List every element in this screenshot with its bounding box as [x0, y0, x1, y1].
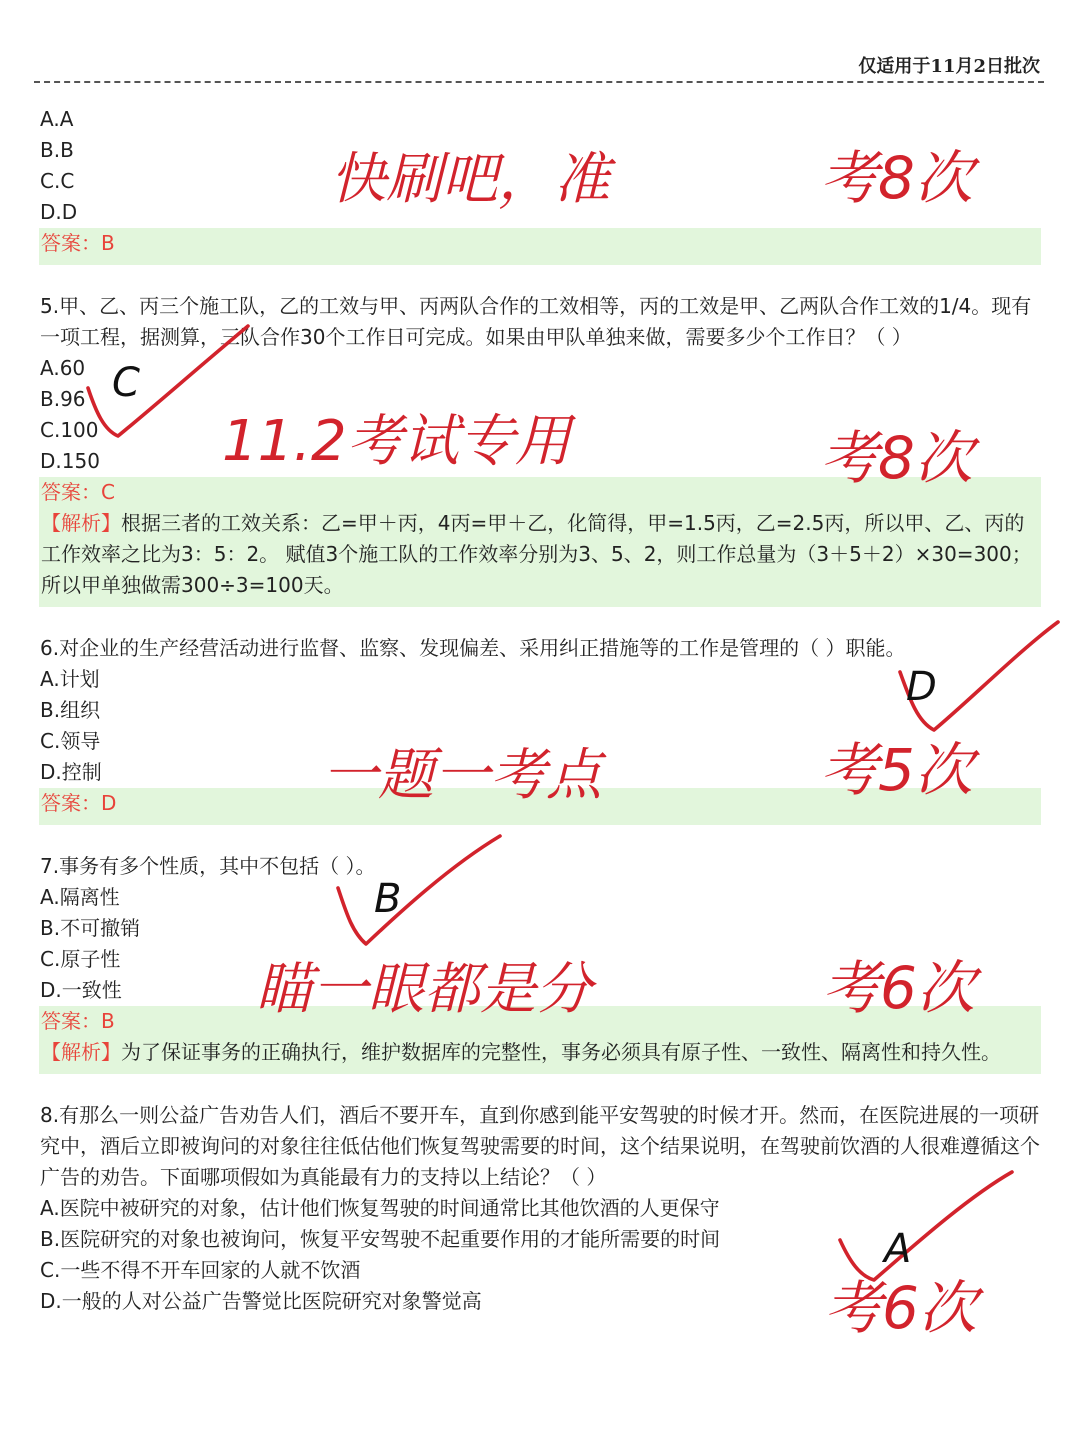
- answer-box: [39, 788, 1041, 825]
- handwritten-note: 11.2考试专用: [222, 409, 571, 474]
- option-a: A.医院中被研究的对象，估计他们恢复驾驶的时间通常比其他饮酒的人更保守: [40, 1196, 720, 1220]
- handwritten-note: 瞄一眼都是分: [256, 957, 592, 1022]
- option-a: A.隔离性: [40, 885, 120, 909]
- question-8: [40, 1100, 1042, 1317]
- option-c: C.领导: [40, 729, 101, 753]
- handwritten-count: 考8次: [820, 424, 973, 492]
- answer-text: 答案：C: [41, 480, 115, 504]
- handwritten-letter: D: [906, 664, 937, 710]
- option-d: D.一般的人对公益广告警觉比医院研究对象警觉高: [40, 1289, 482, 1313]
- option-b: B.B: [40, 138, 74, 162]
- handwritten-count: 考8次: [820, 144, 973, 212]
- handwritten-letter: C: [112, 360, 140, 406]
- question-stem: 7.事务有多个性质，其中不包括（ ）。: [40, 854, 376, 878]
- handwritten-letter: B: [374, 876, 402, 922]
- option-c: C.100: [40, 418, 99, 442]
- option-b: B.不可撤销: [40, 916, 141, 940]
- option-b: B.医院研究的对象也被询问，恢复平安驾驶不起重要作用的才能所需要的时间: [40, 1227, 721, 1251]
- option-d: D.控制: [40, 760, 102, 784]
- question-list: [40, 104, 1042, 1317]
- option-d: D.D: [40, 200, 78, 224]
- answer-box: [39, 1006, 1041, 1074]
- header-divider: [34, 81, 1044, 83]
- question-stem: 8.有那么一则公益广告劝告人们，酒后不要开车，直到你感到能平安驾驶的时候才开。然而，在医院进展的一项研究中，酒后立即被询问的对象往往低估他们恢复驾驶需要的时间，这个结果说明，在驾驶前饮酒的人很难遵循这个广告的劝告。下面哪项假如为真能最有力的支持以上结论？（ ）: [40, 1103, 1040, 1189]
- handwritten-count: 考5次: [820, 736, 973, 804]
- handwritten-letter: A: [884, 1226, 912, 1272]
- answer-text: 答案：B: [41, 231, 115, 255]
- option-c: C.原子性: [40, 947, 121, 971]
- answer-text: 答案：B: [41, 1009, 115, 1033]
- option-b: B.96: [40, 387, 86, 411]
- question-7: [40, 851, 1042, 1074]
- explanation: [41, 508, 1039, 601]
- option-a: A.60: [40, 356, 86, 380]
- option-c: C.一些不得不开车回家的人就不饮酒: [40, 1258, 361, 1282]
- option-d: D.一致性: [40, 978, 122, 1002]
- question-stem: 6.对企业的生产经营活动进行监督、监察、发现偏差、采用纠正措施等的工作是管理的（ ）职能。: [40, 636, 906, 660]
- answer-text: 答案：D: [41, 791, 117, 815]
- answer-box: [39, 477, 1041, 607]
- question-5: [40, 291, 1042, 607]
- batch-label: 仅适用于11月2日批次: [858, 56, 1040, 77]
- handwritten-note: 快刷吧，准: [330, 147, 610, 212]
- handwritten-note: 一题一考点: [322, 743, 602, 808]
- option-a: A.A: [40, 107, 74, 131]
- question-stem: 5.甲、乙、丙三个施工队，乙的工效与甲、丙两队合作的工效相等，丙的工效是甲、乙两队合作工效的1/4。现有一项工程，据测算，三队合作30个工作日可完成。如果由甲队单独来做，需要多少个工作日？（ ）: [40, 294, 1032, 349]
- option-b: B.组织: [40, 698, 101, 722]
- option-c: C.C: [40, 169, 75, 193]
- handwritten-count: 考6次: [824, 1274, 977, 1342]
- explanation-tag: 【解析】: [41, 1040, 121, 1064]
- explanation-text: 为了保证事务的正确执行，维护数据库的完整性，事务必须具有原子性、一致性、隔离性和持久性。: [121, 1040, 1001, 1064]
- explanation-tag: 【解析】: [41, 511, 121, 535]
- option-a: A.计划: [40, 667, 100, 691]
- option-d: D.150: [40, 449, 100, 473]
- handwritten-count: 考6次: [822, 954, 975, 1022]
- answer-box: [39, 228, 1041, 265]
- question-6: [40, 633, 1042, 825]
- explanation: [41, 1037, 1039, 1068]
- question-4: [40, 104, 1042, 265]
- explanation-text: 根据三者的工效关系：乙=甲＋丙，4丙=甲＋乙，化简得，甲=1.5丙，乙=2.5丙，所以甲、乙、丙的工作效率之比为3：5：2。 赋值3个施工队的工作效率分别为3、5、2，则工作总量为（3＋5＋2）×30=300； 所以甲单独做需300÷3=100天。: [41, 511, 1032, 597]
